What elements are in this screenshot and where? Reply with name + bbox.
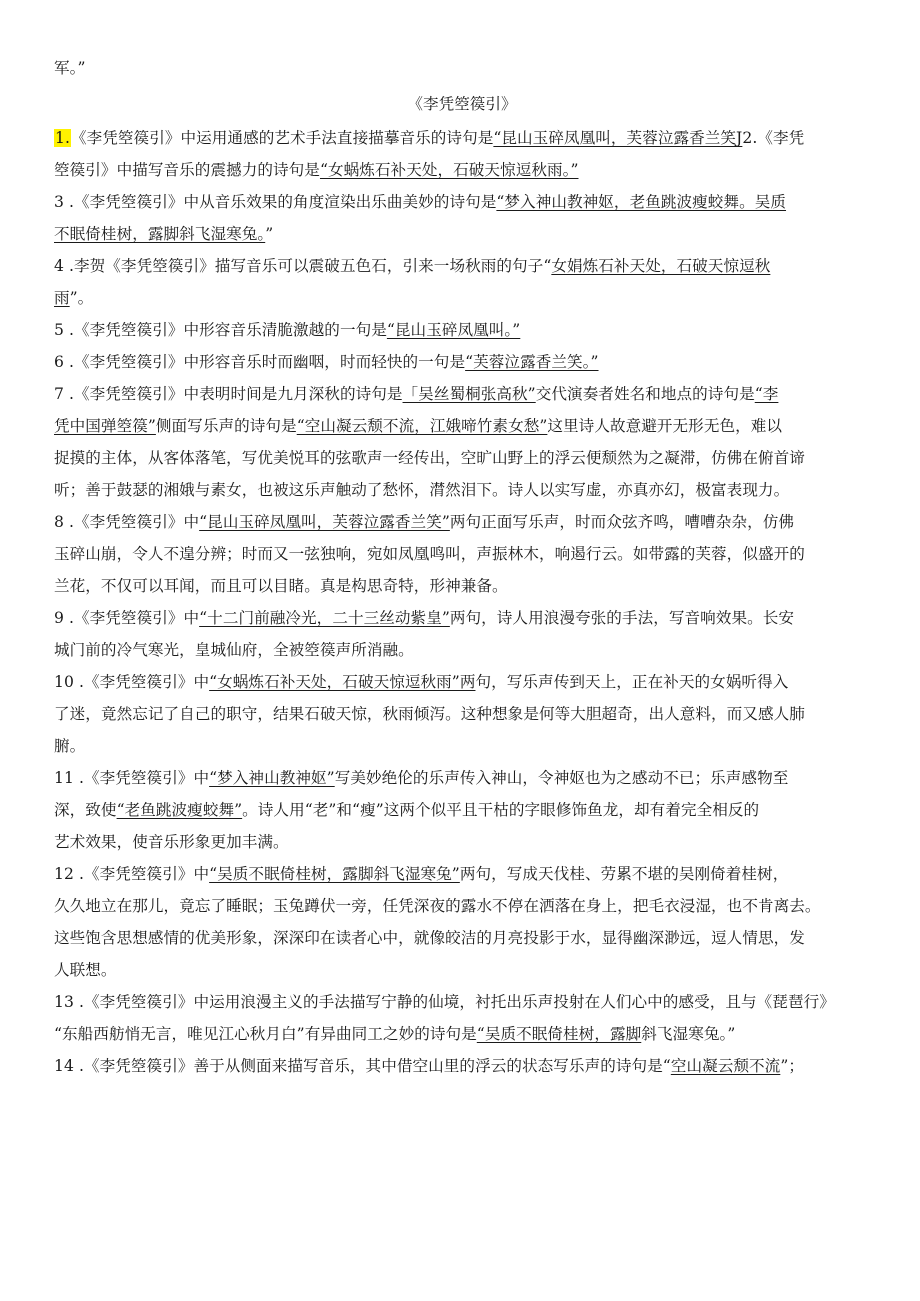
answer-underline: “十二门前融冷光，二十三丝动紫皇” bbox=[199, 609, 450, 627]
plain-text: 腑。 bbox=[54, 737, 86, 755]
answer-underline: “吴质不眠倚桂树，露脚斜飞湿寒兔” bbox=[209, 865, 460, 883]
answer-underline: “女蜗炼石补天处，石破天惊逗秋雨”两 bbox=[209, 673, 476, 691]
plain-text: 侧面写乐声的诗句是 bbox=[155, 417, 297, 435]
question-item bbox=[54, 250, 870, 314]
text-line bbox=[54, 634, 870, 666]
question-item bbox=[54, 346, 870, 378]
plain-text: 《李凭箜篌引》中形容音乐时而幽咽，时而轻快的一句是 bbox=[74, 353, 466, 371]
text-line bbox=[54, 666, 870, 698]
question-number: 7 . bbox=[54, 385, 74, 403]
plain-text: 两句，写成天伐桂、劳累不堪的吴刚倚着桂树， bbox=[459, 865, 789, 883]
plain-text: 《李凭箜篌引》中 bbox=[74, 609, 200, 627]
text-line bbox=[54, 186, 870, 218]
plain-text: 兰花，不仅可以耳闻，而且可以目睹。真是构思奇特，形神兼备。 bbox=[54, 577, 508, 595]
question-item bbox=[54, 122, 870, 186]
question-item bbox=[54, 186, 870, 250]
text-line bbox=[54, 794, 870, 826]
text-line bbox=[54, 506, 870, 538]
text-line bbox=[54, 1050, 870, 1082]
question-item bbox=[54, 314, 870, 346]
question-item bbox=[54, 858, 870, 986]
text-line bbox=[54, 538, 870, 570]
answer-underline: “昆山玉碎凤凰叫，芙蓉泣露香兰笑” bbox=[199, 513, 450, 531]
text-line bbox=[54, 954, 870, 986]
plain-text: 两句正面写乐声，时而众弦齐鸣，嘈嘈杂杂，仿佛 bbox=[449, 513, 795, 531]
plain-text: 人联想。 bbox=[54, 961, 117, 979]
question-number: 10 . bbox=[54, 673, 84, 691]
plain-text: 玉碎山崩，令人不遑分辨；时而又一弦独响，宛如凤凰鸣叫，声振林木，响遏行云。如带露的芙蓉，似盛开的 bbox=[54, 545, 805, 563]
plain-text: 《李凭箜篌引》中从音乐效果的角度渲染出乐曲美妙的诗句是 bbox=[74, 193, 497, 211]
question-number: 14 . bbox=[54, 1057, 84, 1075]
text-line bbox=[54, 570, 870, 602]
answer-underline: “吴质不眠倚桂树，露脚 bbox=[476, 1025, 642, 1043]
top-fragment: 军。” bbox=[54, 59, 86, 77]
plain-text: ” bbox=[265, 225, 274, 243]
plain-text: 这些饱含思想感情的优美形象，深深印在读者心中，就像皎洁的月亮投影于水，显得幽深渺远，逗人情思，发 bbox=[54, 929, 805, 947]
plain-text: 句，写乐声传到天上，正在补天的女娲听得入 bbox=[475, 673, 789, 691]
text-line bbox=[54, 730, 870, 762]
text-line bbox=[54, 762, 870, 794]
text-line bbox=[54, 602, 870, 634]
text-line bbox=[54, 442, 870, 474]
plain-text: 这里诗人故意避开无形无色，难以 bbox=[547, 417, 783, 435]
question-item bbox=[54, 378, 870, 506]
text-line bbox=[54, 250, 870, 282]
plain-text: 《李凭箜篌引》中形容音乐清脆激越的一句是 bbox=[74, 321, 387, 339]
answer-underline: 雨 bbox=[54, 289, 70, 307]
plain-text: ”。 bbox=[69, 289, 94, 307]
question-item bbox=[54, 762, 870, 858]
plain-text: 《李凭箜篌引》中运用浪漫主义的手法描写宁静的仙境，衬托出乐声投射在人们心中的感受，且与《琵琶行》 bbox=[83, 993, 835, 1011]
plain-text: 两句，诗人用浪漫夸张的手法，写音响效果。长安 bbox=[449, 609, 795, 627]
answer-underline: “女蜗炼石补天处，石破天惊逗秋雨。” bbox=[319, 161, 579, 179]
text-line bbox=[54, 826, 870, 858]
text-line bbox=[54, 122, 870, 154]
document-page bbox=[54, 52, 870, 1082]
plain-text: 《李凭箜篌引》中运用通感的艺术手法直接描摹音乐的诗句是 bbox=[70, 129, 494, 147]
plain-text: 深，致使 bbox=[54, 801, 117, 819]
answer-underline: “梦入神山教神妪” bbox=[209, 769, 335, 787]
text-line bbox=[54, 154, 870, 186]
plain-text: 交代演奏者姓名和地点的诗句是 bbox=[535, 385, 755, 403]
text-line bbox=[54, 218, 870, 250]
question-number: 8 . bbox=[54, 513, 74, 531]
question-item bbox=[54, 986, 870, 1050]
text-line bbox=[54, 986, 870, 1018]
plain-text: 写美妙绝伦的乐声传入神山，令神妪也为之感动不已；乐声感物至 bbox=[334, 769, 789, 787]
plain-text: 《李凭箜篌引》善于从侧面来描写音乐，其中借空山里的浮云的状态写乐声的诗句是“ bbox=[83, 1057, 671, 1075]
text-line bbox=[54, 282, 870, 314]
plain-text: 《李凭箜篌引》中表明时间是九月深秋的诗句是 bbox=[74, 385, 403, 403]
plain-text: 箜篌引》中描写音乐的震撼力的诗句是 bbox=[54, 161, 320, 179]
plain-text: 听；善于鼓瑟的湘娥与素女，也被这乐声触动了愁怀，潸然泪下。诗人以实写虚，亦真亦幻，极富表现力。 bbox=[54, 481, 790, 499]
text-line bbox=[54, 1018, 870, 1050]
question-item bbox=[54, 666, 870, 762]
text-line bbox=[54, 890, 870, 922]
answer-underline: “空山凝云颓不流，江娥啼竹素女愁” bbox=[296, 417, 548, 435]
plain-text: 久久地立在那儿，竟忘了睡眠；玉兔蹲伏一旁，任凭深夜的露水不停在洒落在身上，把毛衣浸湿，也不肯离去。 bbox=[54, 897, 821, 915]
question-number: 1. bbox=[55, 129, 70, 147]
section-title: 《李凭箜篌引》 bbox=[407, 95, 517, 113]
question-item bbox=[54, 506, 870, 602]
plain-text: 《李凭箜篌引》中 bbox=[83, 769, 210, 787]
question-number: 11 . bbox=[54, 769, 84, 787]
question-item bbox=[54, 602, 870, 666]
answer-underline: “梦入神山教神妪，老鱼跳波瘦蛟舞。吴质 bbox=[496, 193, 787, 211]
answer-underline: 空山凝云颓不流 bbox=[670, 1057, 781, 1075]
answer-underline: “李 bbox=[754, 385, 779, 403]
answer-underline: 女娟炼石补天处，石破天惊逗秋 bbox=[551, 257, 771, 275]
plain-text: 艺术效果，使音乐形象更加丰满。 bbox=[54, 833, 289, 851]
question-number: 6 . bbox=[54, 353, 74, 371]
plain-text: 《李凭箜篌引》中 bbox=[83, 673, 210, 691]
answer-underline: “芙蓉泣露香兰笑。” bbox=[465, 353, 599, 371]
text-line bbox=[54, 378, 870, 410]
text-line bbox=[54, 474, 870, 506]
question-number: 3 . bbox=[54, 193, 74, 211]
text-line bbox=[54, 314, 870, 346]
answer-underline: “昆山玉碎凤凰叫，芙蓉泣露香兰笑J bbox=[493, 129, 743, 147]
question-number: 5 . bbox=[54, 321, 74, 339]
answer-underline: “老鱼跳波瘦蛟舞” bbox=[116, 801, 243, 819]
plain-text: “东船西舫悄无言，唯见江心秋月白”有异曲同工之妙的诗句是 bbox=[54, 1025, 477, 1043]
plain-text: 斜飞湿寒兔。” bbox=[641, 1025, 736, 1043]
question-number: 4 . bbox=[54, 257, 74, 275]
plain-text: 2.《李凭 bbox=[742, 129, 805, 147]
text-line bbox=[54, 410, 870, 442]
plain-text: 捉摸的主体，从客体落笔，写优美悦耳的弦歌声一经传出，空旷山野上的浮云便颓然为之凝滞，仿佛在俯首谛 bbox=[54, 449, 805, 467]
plain-text: 李贺《李凭箜篌引》描写音乐可以震破五色石，引来一场秋雨的句子“ bbox=[74, 257, 552, 275]
question-item bbox=[54, 1050, 870, 1082]
answer-underline: 不眠倚桂树，露脚斜飞湿寒兔。 bbox=[54, 225, 266, 243]
plain-text: 城门前的冷气寒光，皇城仙府，全被箜篌声所消融。 bbox=[54, 641, 414, 659]
answer-underline: “昆山玉碎凤凰叫。” bbox=[386, 321, 521, 339]
question-number: 13 . bbox=[54, 993, 84, 1011]
plain-text: ”； bbox=[780, 1057, 804, 1075]
question-number: 12 . bbox=[54, 865, 84, 883]
plain-text: 《李凭箜篌引》中 bbox=[83, 865, 210, 883]
answer-underline: 凭中国弹箜篌” bbox=[54, 417, 156, 435]
plain-text: 。诗人用“老”和“瘦”这两个似平且干枯的字眼修饰鱼龙，却有着完全相反的 bbox=[242, 801, 760, 819]
question-list bbox=[54, 122, 870, 1082]
text-line bbox=[54, 698, 870, 730]
text-line bbox=[54, 922, 870, 954]
text-line bbox=[54, 346, 870, 378]
plain-text: 了迷，竟然忘记了自己的职守，结果石破天惊，秋雨倾泻。这种想象是何等大胆超奇，出人意料，而又感人肺 bbox=[54, 705, 805, 723]
plain-text: 《李凭箜篌引》中 bbox=[74, 513, 200, 531]
question-number: 9 . bbox=[54, 609, 74, 627]
answer-underline: 「吴丝蜀桐张高秋” bbox=[402, 385, 536, 403]
text-line bbox=[54, 858, 870, 890]
